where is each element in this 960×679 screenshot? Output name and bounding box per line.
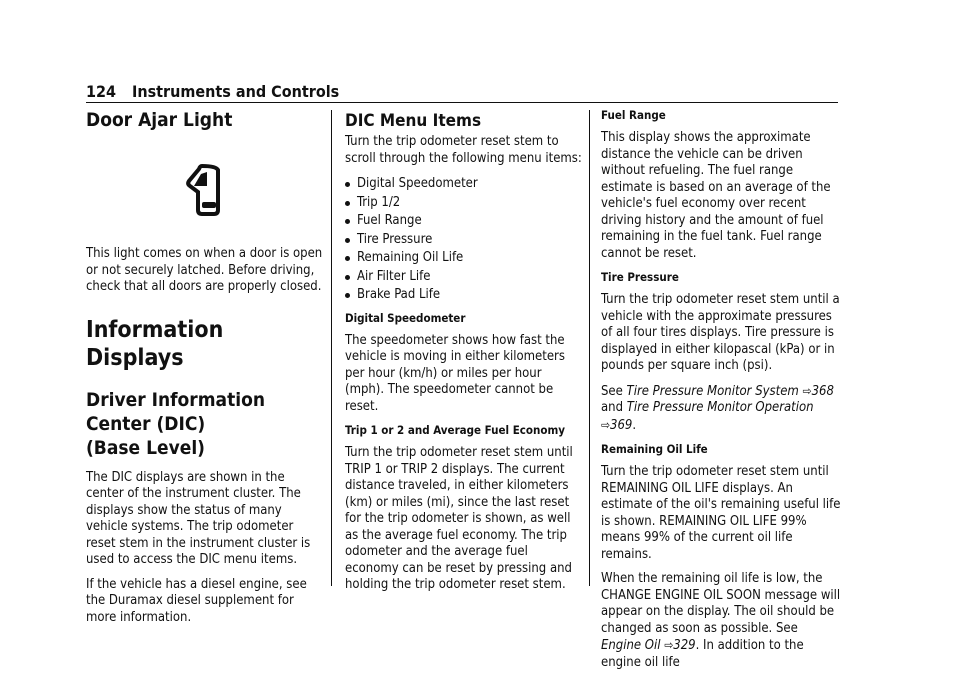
page-header: [86, 82, 838, 102]
fuel-range-text: This display shows the approximate distance the vehicle can be driven without refueling. The fuel range estimate is based on an average of the vehicle's fuel economy over recent driving history and the amount of fuel remaining in the fuel tank. Fuel range cannot be reset.: [601, 130, 831, 261]
list-item: Remaining Oil Life: [345, 249, 583, 268]
door-ajar-icon: [180, 160, 230, 220]
column-1: [86, 108, 324, 634]
tpo-link[interactable]: Tire Pressure Monitor Operation: [626, 400, 814, 415]
column-3: [601, 108, 841, 679]
column-divider-2: [589, 110, 590, 586]
door-ajar-text: This light comes on when a door is open or not securely latched. Before driving, check that all doors are properly closed.: [86, 246, 323, 294]
tpms-link[interactable]: Tire Pressure Monitor System: [626, 383, 799, 399]
list-item: Fuel Range: [345, 212, 583, 231]
tpo-page[interactable]: 369: [610, 417, 633, 433]
dic-paragraph-1: The DIC displays are shown in the center of the instrument cluster. The displays show the status of many vehicle systems. The trip odometer reset stem in the instrument cluster is used to access the DIC menu items.: [86, 469, 311, 567]
bullet-icon: [345, 201, 350, 206]
trip-text: Turn the trip odometer reset stem until TRIP 1 or TRIP 2 displays. The current distance traveled, in either kilometers (km) or miles (mi), since the last reset for the trip odometer is shown, as well as the average fuel economy. The trip odometer and the average fuel economy can be reset by pressing and holding the trip odometer reset stem.: [345, 445, 573, 592]
bullet-icon: [345, 256, 350, 261]
dic-title-line1: Driver Information Center (DIC): [86, 388, 266, 435]
page-ref-icon: ⇨: [802, 383, 812, 398]
bullet-icon: [345, 182, 350, 187]
tire-pressure-text: Turn the trip odometer reset stem until a vehicle with the approximate pressures of all four tires displays. Tire pressure is displayed in either kilopascal (kPa) or in pounds per square inch (psi).: [601, 292, 840, 373]
bullet-icon: [345, 238, 350, 243]
page-ref-icon: ⇨: [664, 638, 674, 652]
dic-paragraph-2: If the vehicle has a diesel engine, see the Duramax diesel supplement for more information.: [86, 576, 307, 625]
remaining-oil-life-title: Remaining Oil Life: [601, 442, 708, 456]
menu-intro: Turn the trip odometer reset stem to scroll through the following menu items:: [345, 134, 582, 166]
list-item: Digital Speedometer: [345, 175, 583, 194]
trip-title: Trip 1 or 2 and Average Fuel Economy: [345, 423, 566, 437]
bullet-icon: [345, 275, 350, 280]
digital-speedometer-text: The speedometer shows how fast the vehicle is moving in either kilometers per hour (km/h) or miles per hour (mph). The speedometer cannot be reset.: [345, 332, 565, 414]
dic-title: [86, 388, 324, 460]
remaining-oil-life-text: Turn the trip odometer reset stem until REMAINING OIL LIFE displays. An estimate of the oil's remaining useful life is shown. REMAINING OIL LIFE 99% means 99% of the current oil life remains.: [601, 464, 841, 562]
engine-oil-page[interactable]: 329: [673, 638, 696, 653]
header-rule: [86, 102, 838, 103]
digital-speedometer-title: Digital Speedometer: [345, 310, 466, 325]
dic-menu-items-title: DIC Menu Items: [345, 111, 482, 131]
information-displays-title: Information Displays: [86, 316, 224, 371]
menu-items-list: [345, 175, 583, 305]
fuel-range-title: Fuel Range: [601, 108, 666, 122]
tire-pressure-title: Tire Pressure: [601, 270, 679, 284]
tire-pressure-see-also: See Tire Pressure Monitor System ⇨368 and Tire Pressure Monitor Operation ⇨369.: [601, 383, 834, 433]
dic-title-line2: (Base Level): [86, 436, 205, 459]
page-ref-icon: ⇨: [601, 417, 611, 432]
tpms-page[interactable]: 368: [811, 383, 834, 399]
list-item: Air Filter Life: [345, 268, 583, 287]
page-number: 124: [86, 82, 117, 101]
list-item: Trip 1/2: [345, 194, 583, 213]
oil-low-text: When the remaining oil life is low, the CHANGE ENGINE OIL SOON message will appear on the display. The oil should be changed as soon as possible. See Engine Oil ⇨329. In addition to the engine oil life: [601, 571, 841, 670]
engine-oil-link[interactable]: Engine Oil: [601, 638, 661, 653]
list-item: Tire Pressure: [345, 231, 583, 250]
list-item: Brake Pad Life: [345, 286, 583, 305]
column-divider-1: [331, 110, 332, 586]
column-2: [345, 108, 583, 602]
door-ajar-title: Door Ajar Light: [86, 109, 233, 131]
section-title: Instruments and Controls: [132, 82, 340, 101]
bullet-icon: [345, 293, 350, 298]
bullet-icon: [345, 219, 350, 224]
